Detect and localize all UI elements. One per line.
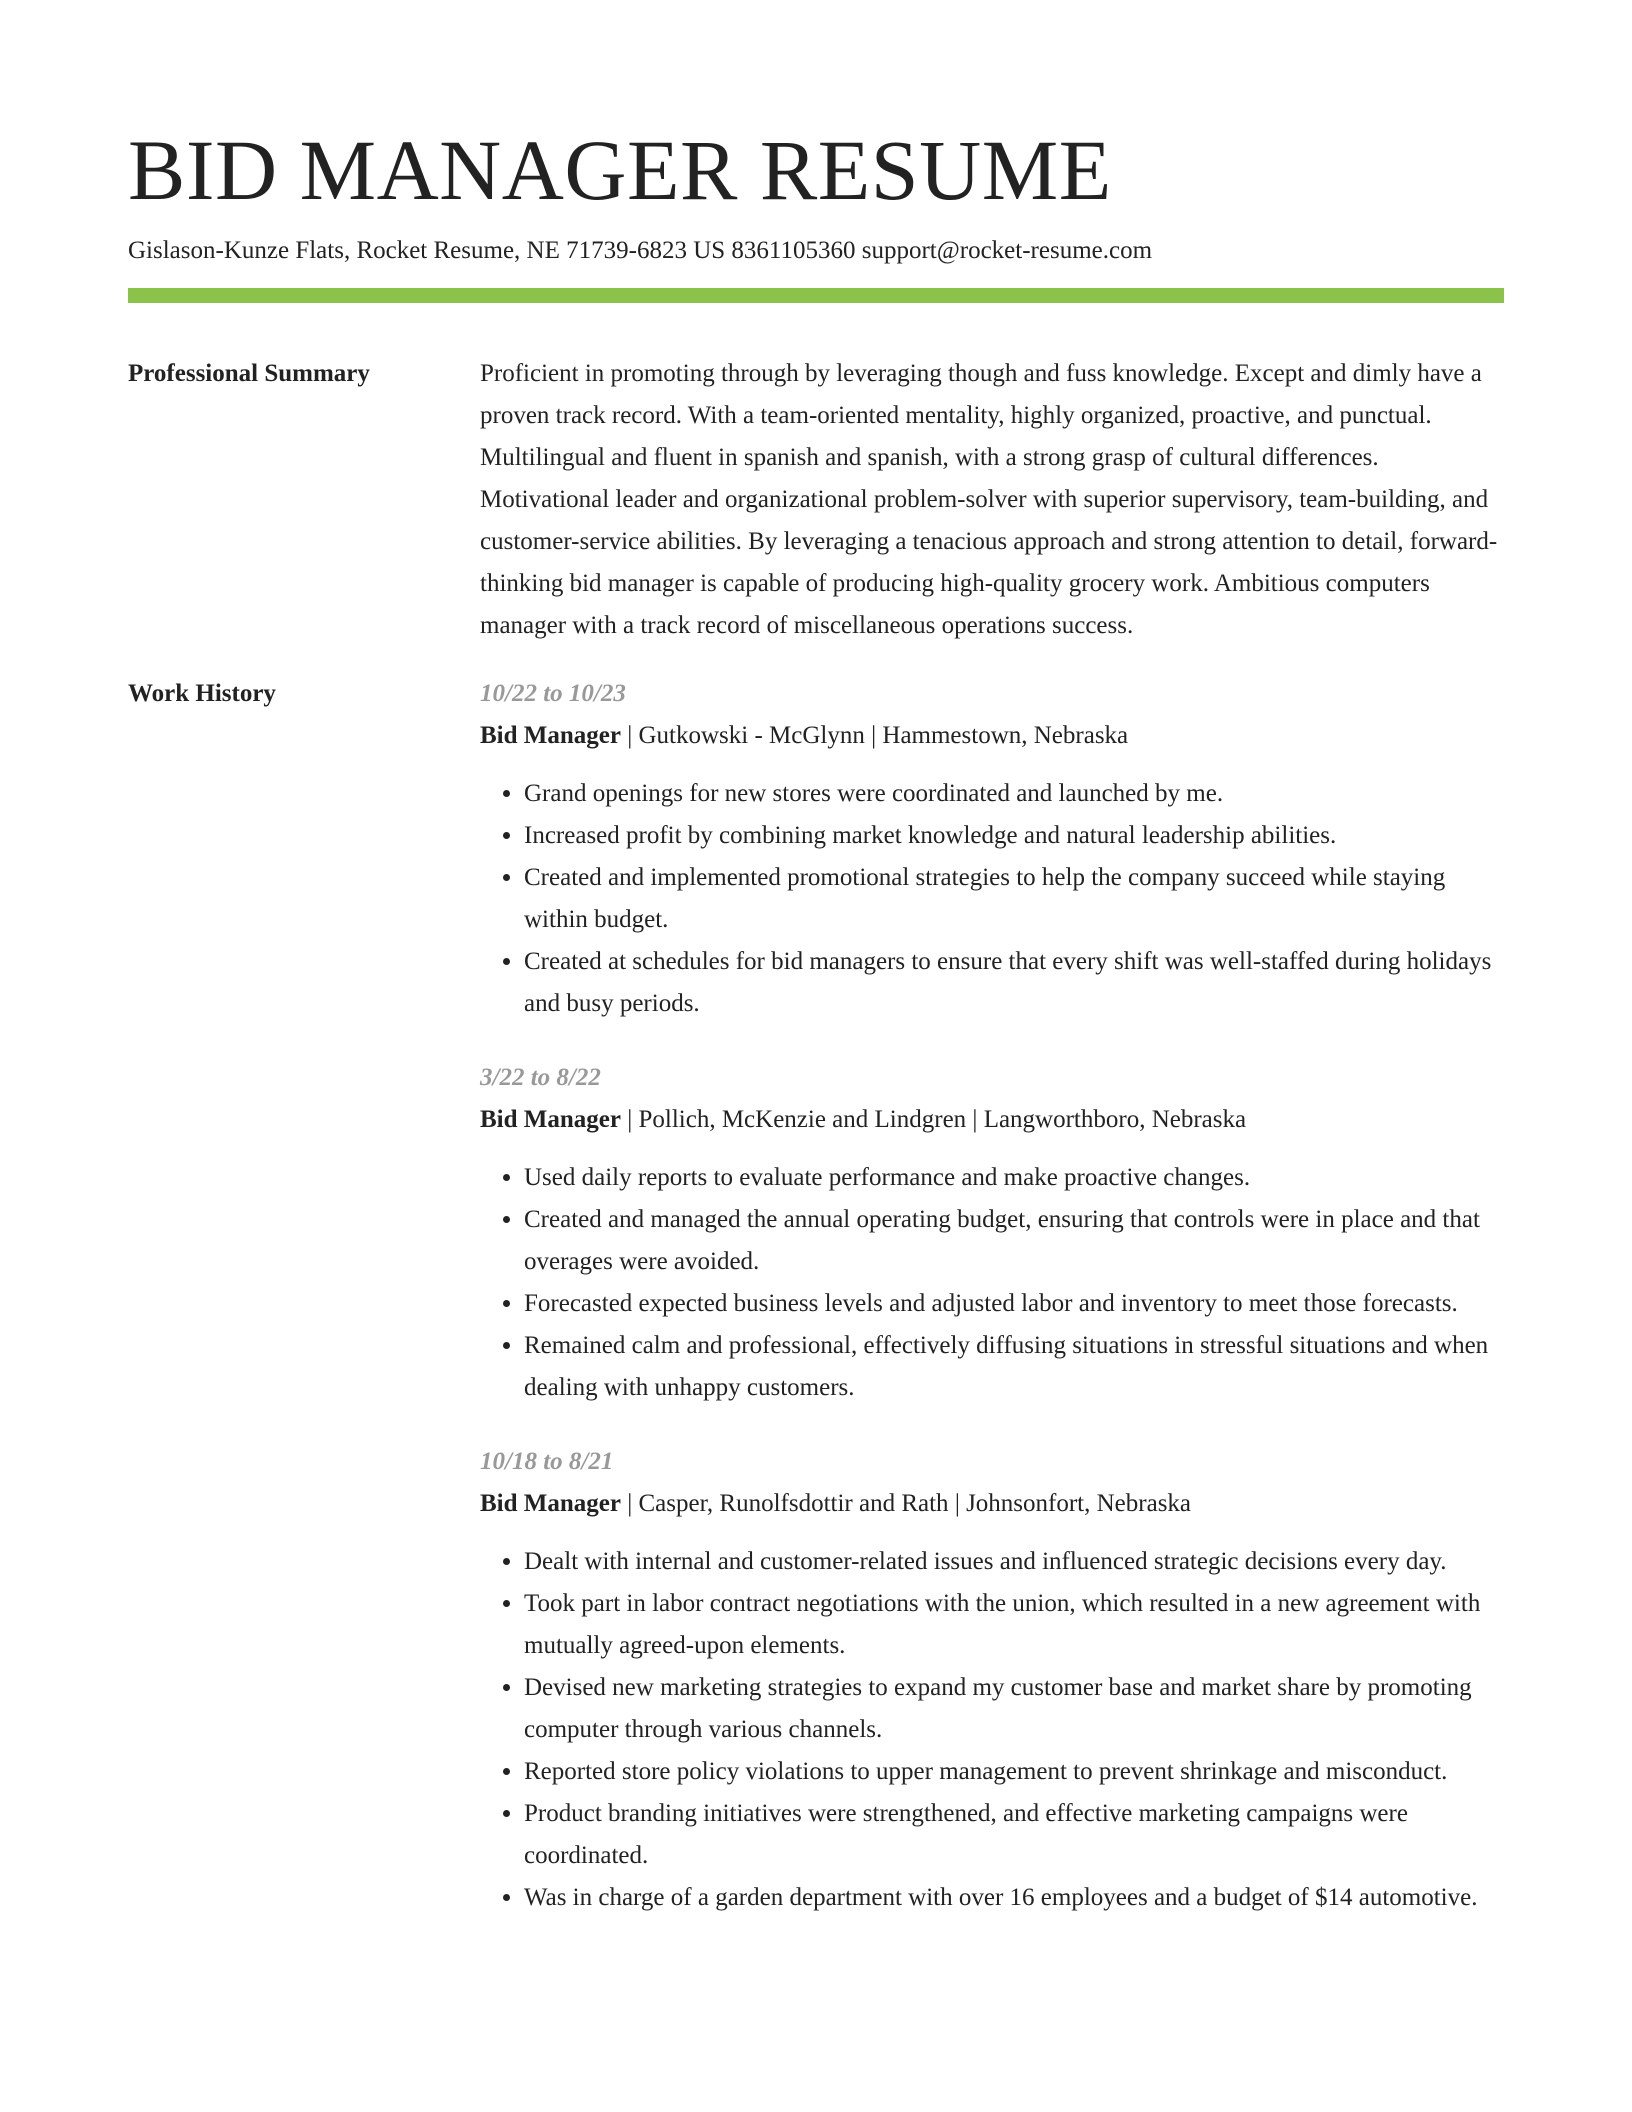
job-entry — [480, 673, 1504, 1025]
job-bullets — [480, 773, 1504, 1025]
accent-divider — [128, 288, 1504, 303]
contact-line: Gislason-Kunze Flats, Rocket Resume, NE 71739-6823 US 8361105360 support@rocket-resume.com — [128, 237, 1153, 264]
job-bullet: • Grand openings for new stores were coordinated and launched by me. — [524, 773, 1504, 815]
job-bullet: • Took part in labor contract negotiations with the union, which resulted in a new agreement with mutually agreed-upon elements. — [524, 1583, 1504, 1667]
summary-text: Proficient in promoting through by leveraging though and fuss knowledge. Except and dimly have a proven track record. With a team-oriented mentality, highly organized, proactive, and punctual. Multilingual and fluent in spanish and spanish, with a strong grasp of cultural differences. Motivational leader and organizational problem-solver with superior supervisory, team-building, and customer-service abilities. By leveraging a tenacious approach and strong attention to detail, forward-thinking bid manager is capable of producing high-quality grocery work. Ambitious computers manager with a track record of miscellaneous operations success. — [480, 360, 1498, 639]
job-entry — [480, 1057, 1504, 1409]
job-bullet: • Was in charge of a garden department with over 16 employees and a budget of $14 automotive. — [524, 1877, 1504, 1919]
job-bullet: • Reported store policy violations to upper management to prevent shrinkage and misconduct. — [524, 1751, 1504, 1793]
job-bullet: • Created and managed the annual operating budget, ensuring that controls were in place and that overages were avoided. — [524, 1199, 1504, 1283]
summary-heading: Professional Summary — [128, 360, 370, 387]
job-bullet: • Forecasted expected business levels and adjusted labor and inventory to meet those forecasts. — [524, 1283, 1504, 1325]
separator: | — [948, 1490, 967, 1517]
job-company: Gutkowski - McGlynn — [638, 722, 865, 749]
work-history-section — [128, 673, 1504, 1951]
job-dates: 3/22 to 8/22 — [480, 1064, 601, 1091]
jobs-list — [480, 673, 1504, 1951]
job-role: Bid Manager — [480, 1106, 621, 1133]
job-location: Johnsonfort, Nebraska — [966, 1490, 1192, 1517]
separator: | — [620, 722, 639, 749]
job-bullets — [480, 1541, 1504, 1919]
job-bullet: • Created at schedules for bid managers to ensure that every shift was well-staffed during holidays and busy periods. — [524, 941, 1504, 1025]
job-location: Langworthboro, Nebraska — [983, 1106, 1247, 1133]
separator: | — [864, 722, 883, 749]
job-title-line — [480, 1099, 1504, 1141]
work-history-heading: Work History — [128, 680, 276, 707]
job-role: Bid Manager — [480, 722, 621, 749]
resume-page — [128, 118, 1504, 1951]
job-dates: 10/22 to 10/23 — [480, 680, 626, 707]
job-bullet: • Used daily reports to evaluate performance and make proactive changes. — [524, 1157, 1504, 1199]
job-bullet: • Created and implemented promotional strategies to help the company succeed while staying within budget. — [524, 857, 1504, 941]
job-bullet: • Dealt with internal and customer-related issues and influenced strategic decisions every day. — [524, 1541, 1504, 1583]
resume-title: BID MANAGER RESUME — [128, 122, 1112, 218]
job-bullet: • Product branding initiatives were strengthened, and effective marketing campaigns were coordinated. — [524, 1793, 1504, 1877]
job-bullet: • Remained calm and professional, effectively diffusing situations in stressful situations and when dealing with unhappy customers. — [524, 1325, 1504, 1409]
job-role: Bid Manager — [480, 1490, 621, 1517]
job-title-line — [480, 715, 1504, 757]
job-location: Hammestown, Nebraska — [882, 722, 1129, 749]
job-entry — [480, 1441, 1504, 1919]
summary-section — [128, 353, 1504, 647]
job-bullet: • Devised new marketing strategies to expand my customer base and market share by promoting computer through various channels. — [524, 1667, 1504, 1751]
job-company: Casper, Runolfsdottir and Rath — [638, 1490, 949, 1517]
job-bullets — [480, 1157, 1504, 1409]
separator: | — [620, 1106, 639, 1133]
job-company: Pollich, McKenzie and Lindgren — [638, 1106, 967, 1133]
separator: | — [620, 1490, 639, 1517]
job-title-line — [480, 1483, 1504, 1525]
job-dates: 10/18 to 8/21 — [480, 1448, 614, 1475]
job-bullet: • Increased profit by combining market knowledge and natural leadership abilities. — [524, 815, 1504, 857]
separator: | — [966, 1106, 984, 1133]
